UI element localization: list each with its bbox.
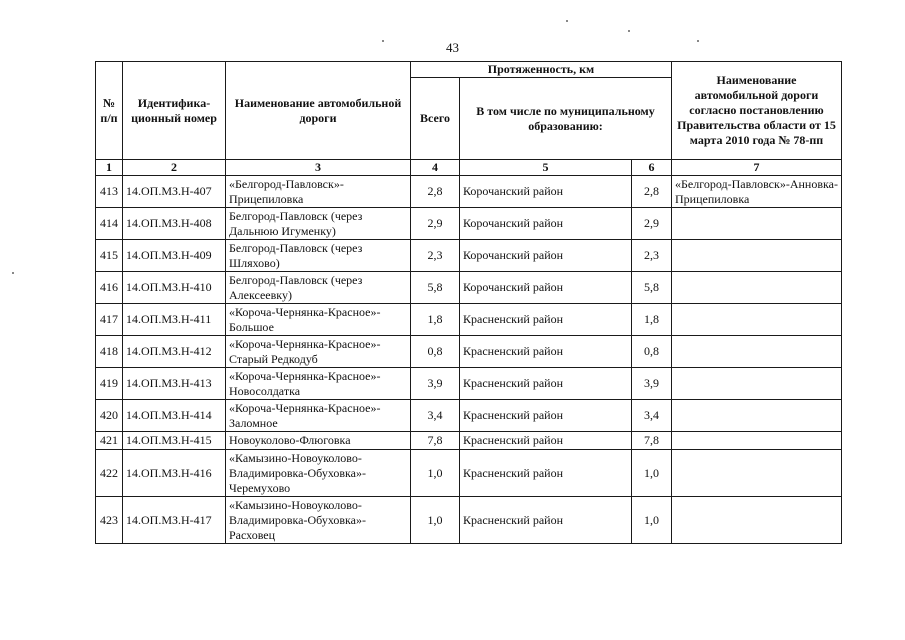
table-row bbox=[96, 240, 842, 272]
roads-table bbox=[95, 61, 842, 544]
cell-resolution-name: «Белгород-Павловск»-Анновка-Прицепиловка bbox=[672, 176, 842, 208]
cell-row-number: 421 bbox=[96, 432, 123, 450]
page-number: 43 bbox=[446, 40, 459, 55]
scan-speck bbox=[12, 272, 14, 274]
cell-row-number: 422 bbox=[96, 450, 123, 497]
cell-municipality-length: 2,9 bbox=[632, 208, 672, 240]
cell-municipality-length: 3,4 bbox=[632, 400, 672, 432]
cell-resolution-name bbox=[672, 400, 842, 432]
cell-identifier: 14.ОП.МЗ.Н-408 bbox=[123, 208, 226, 240]
cell-total: 1,0 bbox=[411, 450, 460, 497]
cell-total: 2,8 bbox=[411, 176, 460, 208]
cell-municipality: Красненский район bbox=[460, 497, 632, 544]
scan-speck bbox=[628, 30, 630, 32]
cell-municipality-length: 1,0 bbox=[632, 450, 672, 497]
table-row bbox=[96, 208, 842, 240]
cell-row-number: 420 bbox=[96, 400, 123, 432]
table-row bbox=[96, 497, 842, 544]
cell-municipality: Корочанский район bbox=[460, 176, 632, 208]
cell-road-name: Белгород-Павловск (через Дальнюю Игуменку) bbox=[226, 208, 411, 240]
cell-municipality-length: 7,8 bbox=[632, 432, 672, 450]
cell-total: 0,8 bbox=[411, 336, 460, 368]
cell-row-number: 416 bbox=[96, 272, 123, 304]
cell-road-name: Белгород-Павловск (через Алексеевку) bbox=[226, 272, 411, 304]
table-row bbox=[96, 432, 842, 450]
header-resolution-name: Наименование автомобильной дороги согласно постановлению Правительства области от 15 марта 2010 года № 78-пп bbox=[672, 62, 842, 160]
header-road-name: Наименование автомобильной дороги bbox=[226, 62, 411, 160]
cell-resolution-name bbox=[672, 432, 842, 450]
cell-total: 2,9 bbox=[411, 208, 460, 240]
table-row bbox=[96, 176, 842, 208]
cell-row-number: 415 bbox=[96, 240, 123, 272]
cell-municipality-length: 0,8 bbox=[632, 336, 672, 368]
cell-road-name: «Белгород-Павловск»-Прицепиловка bbox=[226, 176, 411, 208]
cell-road-name: «Короча-Чернянка-Красное»-Старый Редкодуб bbox=[226, 336, 411, 368]
cell-identifier: 14.ОП.МЗ.Н-412 bbox=[123, 336, 226, 368]
cell-municipality: Красненский район bbox=[460, 368, 632, 400]
cell-identifier: 14.ОП.МЗ.Н-407 bbox=[123, 176, 226, 208]
column-number: 2 bbox=[123, 160, 226, 176]
cell-municipality: Корочанский район bbox=[460, 208, 632, 240]
cell-municipality: Красненский район bbox=[460, 432, 632, 450]
cell-municipality-length: 2,3 bbox=[632, 240, 672, 272]
cell-municipality: Красненский район bbox=[460, 336, 632, 368]
header-length-group: Протяженность, км bbox=[411, 62, 672, 78]
cell-resolution-name bbox=[672, 497, 842, 544]
column-number: 3 bbox=[226, 160, 411, 176]
column-number: 1 bbox=[96, 160, 123, 176]
cell-identifier: 14.ОП.МЗ.Н-409 bbox=[123, 240, 226, 272]
cell-identifier: 14.ОП.МЗ.Н-415 bbox=[123, 432, 226, 450]
cell-identifier: 14.ОП.МЗ.Н-410 bbox=[123, 272, 226, 304]
cell-resolution-name bbox=[672, 240, 842, 272]
cell-municipality: Корочанский район bbox=[460, 240, 632, 272]
cell-resolution-name bbox=[672, 450, 842, 497]
cell-resolution-name bbox=[672, 304, 842, 336]
cell-municipality-length: 2,8 bbox=[632, 176, 672, 208]
cell-identifier: 14.ОП.МЗ.Н-416 bbox=[123, 450, 226, 497]
cell-road-name: «Короча-Чернянка-Красное»-Большое bbox=[226, 304, 411, 336]
cell-road-name: Новоуколово-Флюговка bbox=[226, 432, 411, 450]
cell-total: 5,8 bbox=[411, 272, 460, 304]
cell-row-number: 418 bbox=[96, 336, 123, 368]
cell-total: 7,8 bbox=[411, 432, 460, 450]
cell-total: 3,9 bbox=[411, 368, 460, 400]
cell-resolution-name bbox=[672, 368, 842, 400]
cell-road-name: «Камызино-Новоуколово-Владимировка-Обуховка»-Расховец bbox=[226, 497, 411, 544]
cell-row-number: 413 bbox=[96, 176, 123, 208]
column-number: 5 bbox=[460, 160, 632, 176]
column-number: 6 bbox=[632, 160, 672, 176]
cell-row-number: 423 bbox=[96, 497, 123, 544]
cell-municipality-length: 1,0 bbox=[632, 497, 672, 544]
cell-municipality-length: 5,8 bbox=[632, 272, 672, 304]
cell-identifier: 14.ОП.МЗ.Н-413 bbox=[123, 368, 226, 400]
cell-road-name: «Короча-Чернянка-Красное»-Заломное bbox=[226, 400, 411, 432]
cell-total: 1,8 bbox=[411, 304, 460, 336]
cell-road-name: «Короча-Чернянка-Красное»-Новосолдатка bbox=[226, 368, 411, 400]
cell-road-name: «Камызино-Новоуколово-Владимировка-Обуховка»-Черемухово bbox=[226, 450, 411, 497]
cell-row-number: 417 bbox=[96, 304, 123, 336]
cell-municipality: Красненский район bbox=[460, 304, 632, 336]
cell-municipality: Корочанский район bbox=[460, 272, 632, 304]
cell-resolution-name bbox=[672, 336, 842, 368]
cell-total: 3,4 bbox=[411, 400, 460, 432]
table-row bbox=[96, 450, 842, 497]
header-including-municipality: В том числе по муниципальному образованию: bbox=[460, 78, 672, 160]
cell-municipality: Красненский район bbox=[460, 450, 632, 497]
cell-total: 1,0 bbox=[411, 497, 460, 544]
header-row-number: № п/п bbox=[96, 62, 123, 160]
table-row bbox=[96, 272, 842, 304]
table-row bbox=[96, 304, 842, 336]
cell-municipality-length: 3,9 bbox=[632, 368, 672, 400]
column-number: 7 bbox=[672, 160, 842, 176]
header-total: Всего bbox=[411, 78, 460, 160]
table-row bbox=[96, 368, 842, 400]
column-number: 4 bbox=[411, 160, 460, 176]
cell-identifier: 14.ОП.МЗ.Н-417 bbox=[123, 497, 226, 544]
cell-row-number: 419 bbox=[96, 368, 123, 400]
cell-total: 2,3 bbox=[411, 240, 460, 272]
cell-row-number: 414 bbox=[96, 208, 123, 240]
scan-speck bbox=[566, 20, 568, 22]
cell-municipality-length: 1,8 bbox=[632, 304, 672, 336]
cell-municipality: Красненский район bbox=[460, 400, 632, 432]
cell-resolution-name bbox=[672, 208, 842, 240]
table-row bbox=[96, 336, 842, 368]
cell-identifier: 14.ОП.МЗ.Н-411 bbox=[123, 304, 226, 336]
cell-road-name: Белгород-Павловск (через Шляхово) bbox=[226, 240, 411, 272]
table-row bbox=[96, 400, 842, 432]
cell-identifier: 14.ОП.МЗ.Н-414 bbox=[123, 400, 226, 432]
header-identifier: Идентифика-ционный номер bbox=[123, 62, 226, 160]
cell-resolution-name bbox=[672, 272, 842, 304]
